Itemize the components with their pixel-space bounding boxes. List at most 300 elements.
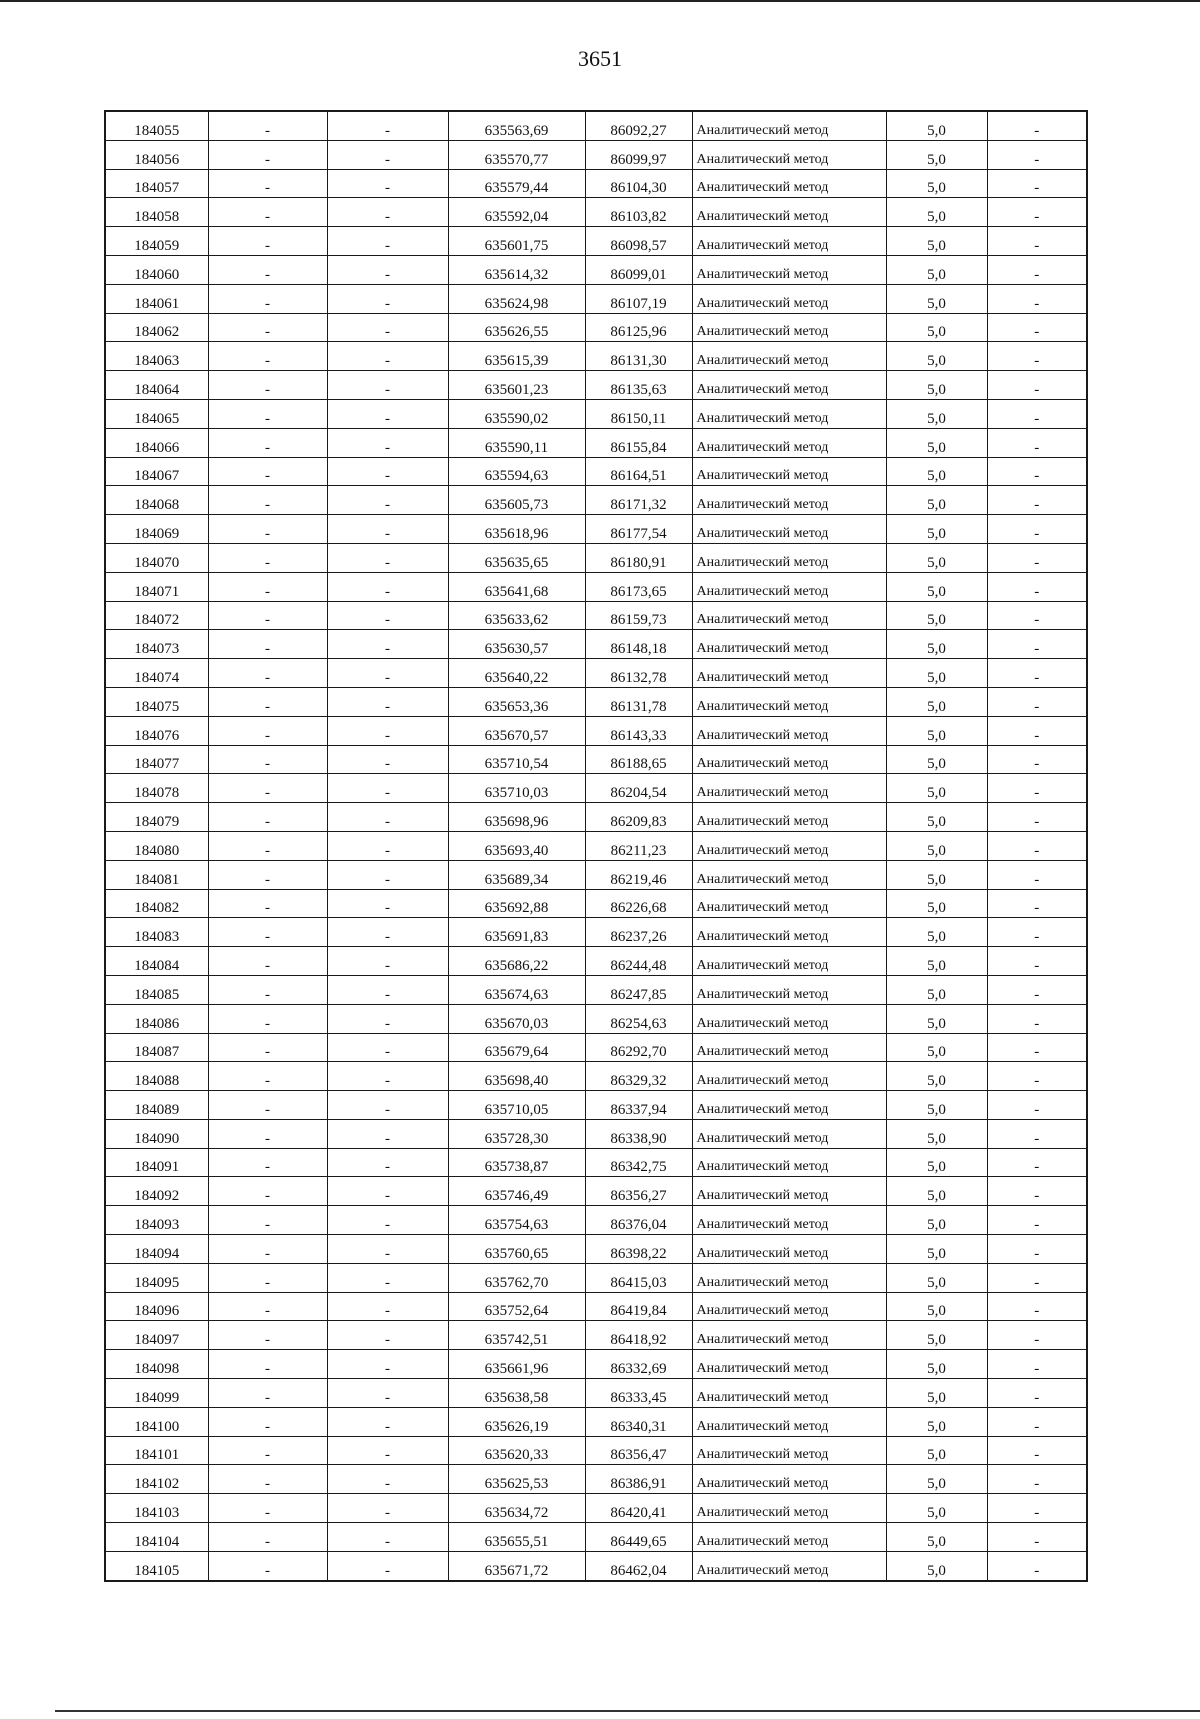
empty-col-a-cell: - xyxy=(208,745,327,774)
y-coordinate-cell: 86226,68 xyxy=(585,889,692,918)
empty-col-b-cell: - xyxy=(327,1350,448,1379)
empty-col-a-cell: - xyxy=(208,1206,327,1235)
point-number-cell: 184091 xyxy=(105,1148,208,1177)
empty-col-a-cell: - xyxy=(208,803,327,832)
x-coordinate-cell: 635693,40 xyxy=(448,831,585,860)
x-coordinate-cell: 635590,11 xyxy=(448,428,585,457)
table-row xyxy=(105,1004,1087,1033)
table-row xyxy=(105,1091,1087,1120)
table-row xyxy=(105,889,1087,918)
empty-col-c-cell: - xyxy=(987,1292,1087,1321)
empty-col-b-cell: - xyxy=(327,803,448,832)
empty-col-a-cell: - xyxy=(208,889,327,918)
empty-col-c-cell: - xyxy=(987,1177,1087,1206)
empty-col-c-cell: - xyxy=(987,1091,1087,1120)
empty-col-b-cell: - xyxy=(327,1177,448,1206)
point-number-cell: 184056 xyxy=(105,140,208,169)
y-coordinate-cell: 86131,30 xyxy=(585,342,692,371)
point-number-cell: 184070 xyxy=(105,543,208,572)
empty-col-c-cell: - xyxy=(987,1004,1087,1033)
empty-col-b-cell: - xyxy=(327,1091,448,1120)
y-coordinate-cell: 86418,92 xyxy=(585,1321,692,1350)
y-coordinate-cell: 86462,04 xyxy=(585,1551,692,1580)
point-number-cell: 184060 xyxy=(105,255,208,284)
coordinates-table xyxy=(104,110,1088,1582)
x-coordinate-cell: 635590,02 xyxy=(448,399,585,428)
point-number-cell: 184071 xyxy=(105,572,208,601)
point-number-cell: 184081 xyxy=(105,860,208,889)
accuracy-cell: 5,0 xyxy=(886,1062,987,1091)
empty-col-b-cell: - xyxy=(327,918,448,947)
x-coordinate-cell: 635752,64 xyxy=(448,1292,585,1321)
accuracy-cell: 5,0 xyxy=(886,918,987,947)
empty-col-c-cell: - xyxy=(987,1494,1087,1523)
empty-col-b-cell: - xyxy=(327,975,448,1004)
empty-col-c-cell: - xyxy=(987,371,1087,400)
accuracy-cell: 5,0 xyxy=(886,572,987,601)
x-coordinate-cell: 635754,63 xyxy=(448,1206,585,1235)
y-coordinate-cell: 86209,83 xyxy=(585,803,692,832)
accuracy-cell: 5,0 xyxy=(886,255,987,284)
empty-col-a-cell: - xyxy=(208,601,327,630)
empty-col-a-cell: - xyxy=(208,313,327,342)
x-coordinate-cell: 635592,04 xyxy=(448,198,585,227)
y-coordinate-cell: 86125,96 xyxy=(585,313,692,342)
x-coordinate-cell: 635635,65 xyxy=(448,543,585,572)
x-coordinate-cell: 635626,19 xyxy=(448,1407,585,1436)
empty-col-c-cell: - xyxy=(987,687,1087,716)
point-number-cell: 184083 xyxy=(105,918,208,947)
method-cell: Аналитический метод xyxy=(692,1206,886,1235)
table-row xyxy=(105,1148,1087,1177)
point-number-cell: 184078 xyxy=(105,774,208,803)
accuracy-cell: 5,0 xyxy=(886,774,987,803)
table-row xyxy=(105,1119,1087,1148)
empty-col-b-cell: - xyxy=(327,169,448,198)
empty-col-a-cell: - xyxy=(208,1523,327,1552)
empty-col-b-cell: - xyxy=(327,1292,448,1321)
table-row xyxy=(105,284,1087,313)
empty-col-a-cell: - xyxy=(208,918,327,947)
empty-col-c-cell: - xyxy=(987,860,1087,889)
top-rule xyxy=(0,0,1200,2)
empty-col-b-cell: - xyxy=(327,227,448,256)
method-cell: Аналитический метод xyxy=(692,140,886,169)
y-coordinate-cell: 86340,31 xyxy=(585,1407,692,1436)
empty-col-b-cell: - xyxy=(327,1263,448,1292)
empty-col-c-cell: - xyxy=(987,774,1087,803)
y-coordinate-cell: 86420,41 xyxy=(585,1494,692,1523)
table-row xyxy=(105,198,1087,227)
y-coordinate-cell: 86188,65 xyxy=(585,745,692,774)
empty-col-c-cell: - xyxy=(987,572,1087,601)
point-number-cell: 184072 xyxy=(105,601,208,630)
empty-col-a-cell: - xyxy=(208,1235,327,1264)
y-coordinate-cell: 86099,01 xyxy=(585,255,692,284)
empty-col-a-cell: - xyxy=(208,1465,327,1494)
method-cell: Аналитический метод xyxy=(692,975,886,1004)
empty-col-a-cell: - xyxy=(208,659,327,688)
empty-col-b-cell: - xyxy=(327,428,448,457)
y-coordinate-cell: 86332,69 xyxy=(585,1350,692,1379)
empty-col-b-cell: - xyxy=(327,313,448,342)
empty-col-a-cell: - xyxy=(208,1551,327,1580)
method-cell: Аналитический метод xyxy=(692,1292,886,1321)
empty-col-b-cell: - xyxy=(327,1062,448,1091)
accuracy-cell: 5,0 xyxy=(886,399,987,428)
empty-col-b-cell: - xyxy=(327,1379,448,1408)
accuracy-cell: 5,0 xyxy=(886,687,987,716)
x-coordinate-cell: 635630,57 xyxy=(448,630,585,659)
table-row xyxy=(105,371,1087,400)
table-row xyxy=(105,831,1087,860)
table-row xyxy=(105,313,1087,342)
x-coordinate-cell: 635563,69 xyxy=(448,111,585,140)
empty-col-a-cell: - xyxy=(208,515,327,544)
empty-col-a-cell: - xyxy=(208,947,327,976)
table-row xyxy=(105,457,1087,486)
empty-col-b-cell: - xyxy=(327,774,448,803)
x-coordinate-cell: 635698,40 xyxy=(448,1062,585,1091)
accuracy-cell: 5,0 xyxy=(886,1263,987,1292)
empty-col-c-cell: - xyxy=(987,803,1087,832)
point-number-cell: 184067 xyxy=(105,457,208,486)
empty-col-c-cell: - xyxy=(987,1321,1087,1350)
empty-col-b-cell: - xyxy=(327,140,448,169)
point-number-cell: 184057 xyxy=(105,169,208,198)
empty-col-c-cell: - xyxy=(987,428,1087,457)
y-coordinate-cell: 86098,57 xyxy=(585,227,692,256)
empty-col-b-cell: - xyxy=(327,572,448,601)
method-cell: Аналитический метод xyxy=(692,399,886,428)
x-coordinate-cell: 635691,83 xyxy=(448,918,585,947)
x-coordinate-cell: 635710,05 xyxy=(448,1091,585,1120)
accuracy-cell: 5,0 xyxy=(886,227,987,256)
empty-col-a-cell: - xyxy=(208,1033,327,1062)
accuracy-cell: 5,0 xyxy=(886,1551,987,1580)
method-cell: Аналитический метод xyxy=(692,1321,886,1350)
table-row xyxy=(105,1292,1087,1321)
y-coordinate-cell: 86107,19 xyxy=(585,284,692,313)
y-coordinate-cell: 86415,03 xyxy=(585,1263,692,1292)
empty-col-a-cell: - xyxy=(208,198,327,227)
point-number-cell: 184098 xyxy=(105,1350,208,1379)
method-cell: Аналитический метод xyxy=(692,543,886,572)
x-coordinate-cell: 635679,64 xyxy=(448,1033,585,1062)
empty-col-b-cell: - xyxy=(327,1494,448,1523)
x-coordinate-cell: 635670,57 xyxy=(448,716,585,745)
point-number-cell: 184092 xyxy=(105,1177,208,1206)
point-number-cell: 184069 xyxy=(105,515,208,544)
y-coordinate-cell: 86104,30 xyxy=(585,169,692,198)
table-row xyxy=(105,918,1087,947)
y-coordinate-cell: 86171,32 xyxy=(585,486,692,515)
accuracy-cell: 5,0 xyxy=(886,889,987,918)
method-cell: Аналитический метод xyxy=(692,1523,886,1552)
method-cell: Аналитический метод xyxy=(692,1235,886,1264)
empty-col-b-cell: - xyxy=(327,1206,448,1235)
point-number-cell: 184090 xyxy=(105,1119,208,1148)
x-coordinate-cell: 635570,77 xyxy=(448,140,585,169)
x-coordinate-cell: 635728,30 xyxy=(448,1119,585,1148)
x-coordinate-cell: 635615,39 xyxy=(448,342,585,371)
y-coordinate-cell: 86356,27 xyxy=(585,1177,692,1206)
table-row xyxy=(105,1436,1087,1465)
x-coordinate-cell: 635670,03 xyxy=(448,1004,585,1033)
empty-col-b-cell: - xyxy=(327,255,448,284)
x-coordinate-cell: 635601,75 xyxy=(448,227,585,256)
table-row xyxy=(105,1263,1087,1292)
empty-col-c-cell: - xyxy=(987,831,1087,860)
point-number-cell: 184064 xyxy=(105,371,208,400)
empty-col-b-cell: - xyxy=(327,1321,448,1350)
empty-col-a-cell: - xyxy=(208,1119,327,1148)
empty-col-b-cell: - xyxy=(327,687,448,716)
point-number-cell: 184094 xyxy=(105,1235,208,1264)
empty-col-b-cell: - xyxy=(327,601,448,630)
y-coordinate-cell: 86338,90 xyxy=(585,1119,692,1148)
accuracy-cell: 5,0 xyxy=(886,1033,987,1062)
empty-col-c-cell: - xyxy=(987,745,1087,774)
empty-col-c-cell: - xyxy=(987,543,1087,572)
x-coordinate-cell: 635624,98 xyxy=(448,284,585,313)
method-cell: Аналитический метод xyxy=(692,572,886,601)
y-coordinate-cell: 86342,75 xyxy=(585,1148,692,1177)
y-coordinate-cell: 86398,22 xyxy=(585,1235,692,1264)
empty-col-c-cell: - xyxy=(987,1436,1087,1465)
accuracy-cell: 5,0 xyxy=(886,1206,987,1235)
point-number-cell: 184073 xyxy=(105,630,208,659)
table-row xyxy=(105,543,1087,572)
empty-col-c-cell: - xyxy=(987,1350,1087,1379)
accuracy-cell: 5,0 xyxy=(886,1292,987,1321)
method-cell: Аналитический метод xyxy=(692,227,886,256)
y-coordinate-cell: 86180,91 xyxy=(585,543,692,572)
empty-col-a-cell: - xyxy=(208,1494,327,1523)
method-cell: Аналитический метод xyxy=(692,111,886,140)
y-coordinate-cell: 86386,91 xyxy=(585,1465,692,1494)
table-row xyxy=(105,659,1087,688)
method-cell: Аналитический метод xyxy=(692,1148,886,1177)
empty-col-a-cell: - xyxy=(208,543,327,572)
empty-col-a-cell: - xyxy=(208,284,327,313)
empty-col-b-cell: - xyxy=(327,543,448,572)
table-row xyxy=(105,1177,1087,1206)
y-coordinate-cell: 86132,78 xyxy=(585,659,692,688)
table-row xyxy=(105,630,1087,659)
accuracy-cell: 5,0 xyxy=(886,342,987,371)
accuracy-cell: 5,0 xyxy=(886,457,987,486)
empty-col-c-cell: - xyxy=(987,1033,1087,1062)
empty-col-b-cell: - xyxy=(327,1235,448,1264)
x-coordinate-cell: 635625,53 xyxy=(448,1465,585,1494)
method-cell: Аналитический метод xyxy=(692,1091,886,1120)
y-coordinate-cell: 86254,63 xyxy=(585,1004,692,1033)
accuracy-cell: 5,0 xyxy=(886,1148,987,1177)
y-coordinate-cell: 86356,47 xyxy=(585,1436,692,1465)
empty-col-c-cell: - xyxy=(987,1379,1087,1408)
accuracy-cell: 5,0 xyxy=(886,1119,987,1148)
empty-col-a-cell: - xyxy=(208,111,327,140)
accuracy-cell: 5,0 xyxy=(886,428,987,457)
method-cell: Аналитический метод xyxy=(692,1465,886,1494)
x-coordinate-cell: 635689,34 xyxy=(448,860,585,889)
empty-col-c-cell: - xyxy=(987,1206,1087,1235)
table-row xyxy=(105,803,1087,832)
empty-col-c-cell: - xyxy=(987,399,1087,428)
point-number-cell: 184104 xyxy=(105,1523,208,1552)
y-coordinate-cell: 86099,97 xyxy=(585,140,692,169)
method-cell: Аналитический метод xyxy=(692,1062,886,1091)
empty-col-a-cell: - xyxy=(208,975,327,1004)
empty-col-a-cell: - xyxy=(208,169,327,198)
method-cell: Аналитический метод xyxy=(692,803,886,832)
accuracy-cell: 5,0 xyxy=(886,1407,987,1436)
table-row xyxy=(105,1407,1087,1436)
accuracy-cell: 5,0 xyxy=(886,1321,987,1350)
empty-col-c-cell: - xyxy=(987,1119,1087,1148)
accuracy-cell: 5,0 xyxy=(886,1177,987,1206)
empty-col-b-cell: - xyxy=(327,457,448,486)
empty-col-b-cell: - xyxy=(327,1436,448,1465)
point-number-cell: 184096 xyxy=(105,1292,208,1321)
x-coordinate-cell: 635653,36 xyxy=(448,687,585,716)
empty-col-b-cell: - xyxy=(327,1033,448,1062)
method-cell: Аналитический метод xyxy=(692,169,886,198)
method-cell: Аналитический метод xyxy=(692,1263,886,1292)
table-row xyxy=(105,1551,1087,1580)
x-coordinate-cell: 635605,73 xyxy=(448,486,585,515)
table-row xyxy=(105,1523,1087,1552)
table-row xyxy=(105,601,1087,630)
empty-col-a-cell: - xyxy=(208,457,327,486)
empty-col-c-cell: - xyxy=(987,515,1087,544)
empty-col-c-cell: - xyxy=(987,601,1087,630)
point-number-cell: 184076 xyxy=(105,716,208,745)
accuracy-cell: 5,0 xyxy=(886,659,987,688)
x-coordinate-cell: 635760,65 xyxy=(448,1235,585,1264)
y-coordinate-cell: 86135,63 xyxy=(585,371,692,400)
empty-col-c-cell: - xyxy=(987,169,1087,198)
empty-col-a-cell: - xyxy=(208,1062,327,1091)
accuracy-cell: 5,0 xyxy=(886,716,987,745)
table-row xyxy=(105,1379,1087,1408)
empty-col-b-cell: - xyxy=(327,889,448,918)
empty-col-b-cell: - xyxy=(327,716,448,745)
table-row xyxy=(105,1235,1087,1264)
x-coordinate-cell: 635620,33 xyxy=(448,1436,585,1465)
point-number-cell: 184084 xyxy=(105,947,208,976)
point-number-cell: 184077 xyxy=(105,745,208,774)
empty-col-b-cell: - xyxy=(327,1004,448,1033)
empty-col-c-cell: - xyxy=(987,1148,1087,1177)
empty-col-a-cell: - xyxy=(208,831,327,860)
table-row xyxy=(105,975,1087,1004)
empty-col-b-cell: - xyxy=(327,1148,448,1177)
y-coordinate-cell: 86204,54 xyxy=(585,774,692,803)
x-coordinate-cell: 635710,54 xyxy=(448,745,585,774)
table-row xyxy=(105,716,1087,745)
table-row xyxy=(105,687,1087,716)
method-cell: Аналитический метод xyxy=(692,774,886,803)
y-coordinate-cell: 86103,82 xyxy=(585,198,692,227)
point-number-cell: 184101 xyxy=(105,1436,208,1465)
table-row xyxy=(105,1033,1087,1062)
table-row xyxy=(105,1494,1087,1523)
empty-col-a-cell: - xyxy=(208,342,327,371)
x-coordinate-cell: 635674,63 xyxy=(448,975,585,1004)
method-cell: Аналитический метод xyxy=(692,1551,886,1580)
accuracy-cell: 5,0 xyxy=(886,515,987,544)
method-cell: Аналитический метод xyxy=(692,342,886,371)
table-row xyxy=(105,515,1087,544)
bottom-rule xyxy=(55,1710,1200,1712)
empty-col-c-cell: - xyxy=(987,630,1087,659)
empty-col-c-cell: - xyxy=(987,1062,1087,1091)
point-number-cell: 184058 xyxy=(105,198,208,227)
x-coordinate-cell: 635640,22 xyxy=(448,659,585,688)
y-coordinate-cell: 86419,84 xyxy=(585,1292,692,1321)
point-number-cell: 184089 xyxy=(105,1091,208,1120)
accuracy-cell: 5,0 xyxy=(886,803,987,832)
table-row xyxy=(105,745,1087,774)
y-coordinate-cell: 86329,32 xyxy=(585,1062,692,1091)
accuracy-cell: 5,0 xyxy=(886,371,987,400)
method-cell: Аналитический метод xyxy=(692,313,886,342)
point-number-cell: 184061 xyxy=(105,284,208,313)
table-row xyxy=(105,227,1087,256)
y-coordinate-cell: 86292,70 xyxy=(585,1033,692,1062)
table-row xyxy=(105,1350,1087,1379)
page-number: 3651 xyxy=(578,46,622,71)
y-coordinate-cell: 86219,46 xyxy=(585,860,692,889)
point-number-cell: 184085 xyxy=(105,975,208,1004)
empty-col-c-cell: - xyxy=(987,313,1087,342)
method-cell: Аналитический метод xyxy=(692,255,886,284)
empty-col-c-cell: - xyxy=(987,284,1087,313)
table-row xyxy=(105,428,1087,457)
empty-col-c-cell: - xyxy=(987,889,1087,918)
y-coordinate-cell: 86247,85 xyxy=(585,975,692,1004)
x-coordinate-cell: 635641,68 xyxy=(448,572,585,601)
point-number-cell: 184103 xyxy=(105,1494,208,1523)
point-number-cell: 184097 xyxy=(105,1321,208,1350)
table-row xyxy=(105,774,1087,803)
point-number-cell: 184105 xyxy=(105,1551,208,1580)
x-coordinate-cell: 635661,96 xyxy=(448,1350,585,1379)
method-cell: Аналитический метод xyxy=(692,889,886,918)
x-coordinate-cell: 635742,51 xyxy=(448,1321,585,1350)
x-coordinate-cell: 635579,44 xyxy=(448,169,585,198)
accuracy-cell: 5,0 xyxy=(886,1465,987,1494)
empty-col-b-cell: - xyxy=(327,745,448,774)
accuracy-cell: 5,0 xyxy=(886,601,987,630)
table-row xyxy=(105,140,1087,169)
accuracy-cell: 5,0 xyxy=(886,947,987,976)
empty-col-b-cell: - xyxy=(327,342,448,371)
point-number-cell: 184088 xyxy=(105,1062,208,1091)
x-coordinate-cell: 635594,63 xyxy=(448,457,585,486)
table-row xyxy=(105,111,1087,140)
y-coordinate-cell: 86337,94 xyxy=(585,1091,692,1120)
point-number-cell: 184062 xyxy=(105,313,208,342)
empty-col-a-cell: - xyxy=(208,1004,327,1033)
empty-col-b-cell: - xyxy=(327,284,448,313)
x-coordinate-cell: 635686,22 xyxy=(448,947,585,976)
empty-col-a-cell: - xyxy=(208,1407,327,1436)
empty-col-c-cell: - xyxy=(987,486,1087,515)
empty-col-b-cell: - xyxy=(327,1119,448,1148)
